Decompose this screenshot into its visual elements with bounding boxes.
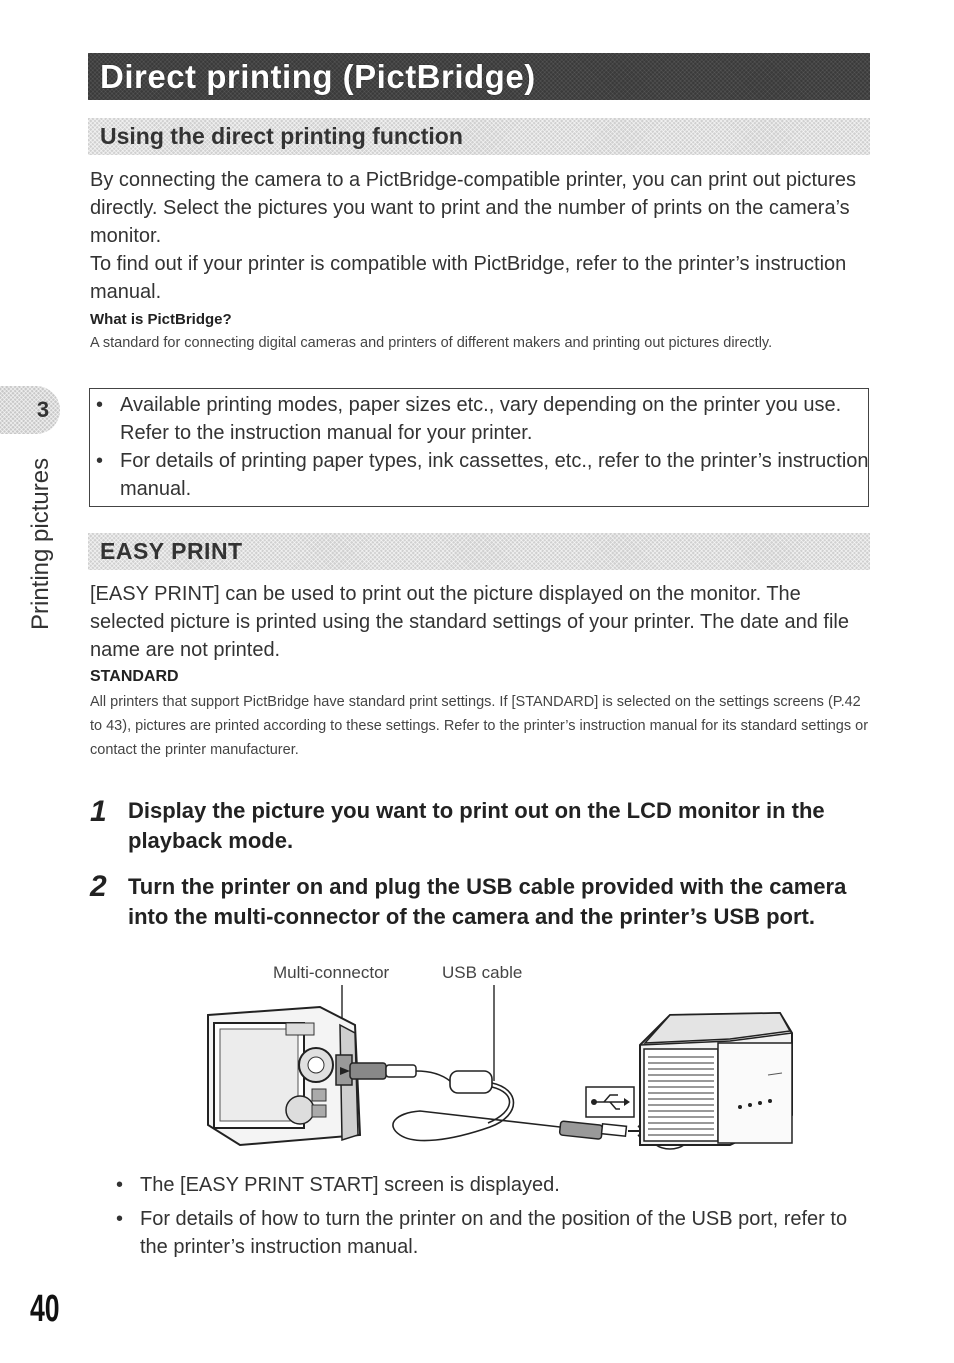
note-text-pictbridge: A standard for connecting digital cameras and printers of different makers and printing out pictures directly.: [90, 335, 773, 351]
result-bullet-1: • The [EASY PRINT START] screen is displayed.: [118, 1171, 880, 1199]
easy-print-paragraph: [EASY PRINT] can be used to print out the picture displayed on the monitor. The selected picture is printed using the standard settings of your printer. The date and file name are not printed.: [90, 583, 849, 661]
note-text-standard: All printers that support PictBridge have standard print settings. If [STANDARD] is selected on the settings screens (P.42 to 43), pictures are printed according to these settings. Refer to the printer’s instruction manual for its standard settings or contact the printer manufacturer.: [90, 694, 869, 758]
result-bullet-2: • For details of how to turn the printer on and the position of the USB port, refer to the printer’s instruction manual.: [118, 1205, 880, 1261]
chapter-title: Direct printing (PictBridge): [100, 58, 536, 95]
notice-box: [89, 388, 869, 507]
chapter-tab-number: 3: [36, 397, 50, 422]
camera-printer-connection-illustration: [200, 985, 800, 1160]
label-usb-cable: USB cable: [442, 963, 523, 982]
step-2-text: Turn the printer on and plug the USB cable provided with the camera into the multi-connector of the camera and the printer’s USB port.: [128, 874, 847, 929]
step-2-number: 2: [90, 870, 107, 903]
notice-bullet-2: • For details of printing paper types, ink cassettes, etc., refer to the printer’s instruction manual.: [98, 447, 870, 503]
usb-symbol-icon: [586, 1087, 634, 1117]
page-number: 40: [30, 1288, 60, 1330]
chapter-side-label: Printing pictures: [27, 457, 54, 630]
camera-plug-icon: [340, 1063, 416, 1079]
step-1-text: Display the picture you want to print out on the LCD monitor in the playback mode.: [128, 798, 825, 853]
note-title-standard: STANDARD: [90, 668, 179, 685]
compatibility-paragraph: To find out if your printer is compatible with PictBridge, refer to the printer’s instruction manual.: [90, 253, 847, 303]
intro-paragraph: By connecting the camera to a PictBridge-compatible printer, you can print out pictures directly. Select the pictures you want to print and the number of prints on the camera’s monitor.: [90, 169, 856, 247]
chapter-side-label-wrapper: [26, 450, 56, 630]
label-multi-connector: Multi-connector: [273, 963, 390, 982]
notice-bullet-1: • Available printing modes, paper sizes etc., vary depending on the printer you use. Refer to the instruction manual for your printer.: [98, 391, 870, 447]
note-title-pictbridge: What is PictBridge?: [90, 311, 232, 328]
camera-icon: [208, 1007, 360, 1145]
usb-cable-icon: [393, 1071, 560, 1141]
printer-icon: [640, 1013, 792, 1145]
step-1-number: 1: [90, 795, 107, 828]
section-title-easy-print: EASY PRINT: [100, 538, 243, 564]
section-title-direct-printing: Using the direct printing function: [100, 123, 463, 149]
